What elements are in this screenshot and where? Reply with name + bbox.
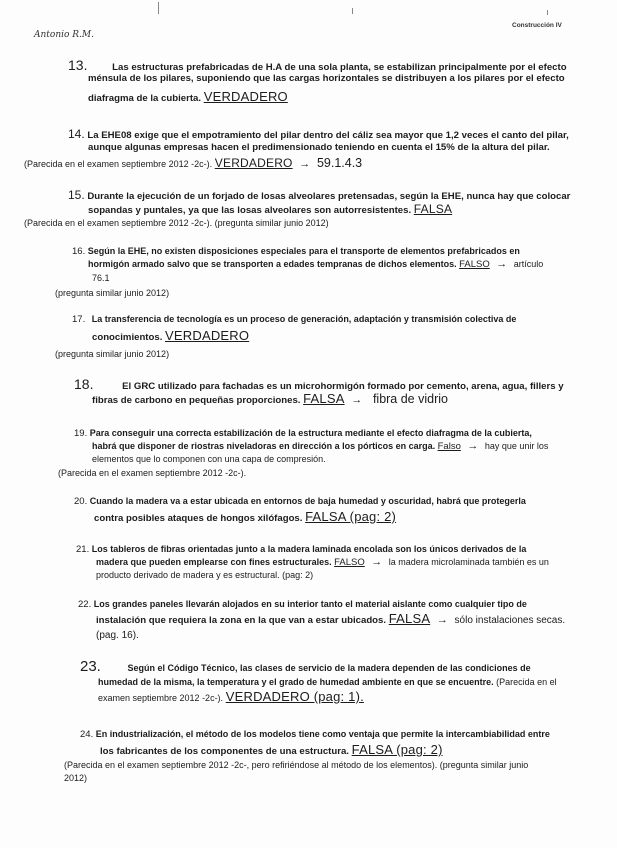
question-21-line3	[96, 568, 313, 583]
question-text: contra posibles ataques de hongos xilófagos.	[94, 513, 303, 524]
question-16-line2	[88, 257, 543, 272]
question-number: 19.	[74, 428, 88, 439]
comment-text: sólo instalaciones secas.	[454, 615, 566, 626]
question-number: 13.	[68, 57, 88, 73]
question-text: conocimientos.	[92, 332, 163, 343]
answer-text: FALSA	[388, 611, 431, 626]
question-22-line3	[96, 629, 139, 643]
question-23	[80, 660, 531, 676]
question-text: diafragma de la cubierta.	[88, 93, 202, 104]
question-text: Las estructuras prefabricadas de H.A de una sola planta, se estabilizan principalmente por el efecto	[112, 62, 567, 73]
question-number: 14.	[68, 127, 85, 141]
comment-text: la madera microlaminada también es un	[388, 557, 549, 567]
question-text: hormigón armado salvo que se transporten a edades tempranas de dichos elementos.	[88, 259, 457, 269]
question-text: Para conseguir una correcta estabilización de la estructura mediante el efecto diafragma de la cubierta,	[89, 428, 532, 438]
question-number: 20.	[74, 496, 88, 507]
question-number: 16.	[72, 246, 86, 257]
comment-text: artículo	[513, 259, 544, 269]
question-16-ref	[92, 271, 110, 286]
question-13-line3	[88, 90, 288, 106]
question-13-line2: ménsula de los pilares, suponiendo que las cargas horizontales se distribuyen a los pilares por el efecto	[88, 73, 565, 84]
question-23-line2	[98, 675, 557, 689]
answer-text: FALSO	[459, 259, 490, 270]
answer-text: Falso	[437, 441, 461, 452]
question-number: 24.	[80, 729, 94, 740]
exam-note: (Parecida en el examen septiembre 2012 -2c-).	[58, 468, 247, 478]
question-text: instalación que requiera la zona en la que van a estar ubicados.	[96, 615, 387, 626]
question-text: Los grandes paneles llevarán alojados en su interior tanto el material aislante como cualquier tipo de	[93, 599, 527, 609]
question-text: fibras de carbono en pequeñas proporciones.	[92, 395, 301, 406]
question-text: En industrialización, el método de los modelos tiene como ventaja que permite la intercambiabilidad entre	[95, 729, 550, 739]
answer-text: VERDADERO	[214, 156, 293, 170]
exam-note: (pregunta similar junio 2012)	[55, 288, 170, 298]
question-16-note	[55, 286, 169, 301]
answer-text: FALSO	[334, 557, 365, 568]
question-text: los fabricantes de los componentes de una estructura.	[100, 746, 349, 757]
scan-speck	[158, 2, 159, 14]
comment-text: hay que unir los	[484, 441, 549, 451]
answer-text: FALSA	[303, 391, 345, 406]
question-24	[80, 727, 550, 742]
exam-note: (pregunta similar junio 2012)	[55, 349, 170, 359]
question-text: humedad de la misma, la temperatura y el grado de humedad ambiente en que se encuentre.	[98, 677, 494, 687]
question-24-note-2	[64, 771, 87, 786]
exam-note: examen septiembre 2012 -2c-).	[98, 693, 224, 703]
exam-note: (Parecida en el examen septiembre 2012 -2c-).	[24, 159, 213, 169]
question-text: habrá que disponer de riostras niveladoras en dirección a los pórticos en carga.	[92, 441, 436, 451]
exam-note: (Parecida en el	[496, 677, 557, 687]
exam-note: (Parecida en el examen septiembre 2012 -2c-, pero refiriéndose al método de los elementos). (pregunta similar junio	[64, 760, 529, 770]
comment-text: elementos que lo componen con una capa de compresión.	[92, 454, 326, 464]
arrow-icon: →	[299, 158, 311, 170]
question-number: 21.	[76, 544, 90, 555]
reference-text: 76.1	[92, 273, 110, 283]
course-title: Construcción IV	[512, 22, 562, 29]
answer-text: VERDADERO	[165, 328, 250, 343]
question-text: Durante la ejecución de un forjado de losas alveolares pretensadas, según la EHE, nunca hay que colocar	[87, 191, 571, 202]
scan-speck	[547, 10, 548, 15]
question-15-note	[24, 216, 329, 231]
question-19-line3	[92, 452, 326, 467]
comment-text: fibra de vidrio	[372, 392, 448, 406]
question-24-line2	[100, 743, 443, 759]
arrow-icon: →	[371, 556, 383, 568]
question-22-line2	[96, 612, 565, 628]
question-text: Según la EHE, no existen disposiciones especiales para el transporte de elementos prefabricados en	[87, 246, 520, 256]
exam-note: 2012)	[64, 773, 88, 783]
arrow-icon: →	[436, 614, 448, 626]
scan-speck	[352, 8, 353, 14]
question-number: 17.	[72, 314, 86, 325]
question-17-line2	[92, 329, 249, 345]
arrow-icon: →	[467, 440, 479, 452]
answer-text: FALSA (pag: 2)	[351, 742, 443, 757]
question-text: Los tableros de fibras orientadas junto a la madera laminada encolada son los únicos derivados de la	[91, 544, 527, 554]
question-text: Cuando la madera va a estar ubicada en entornos de baja humedad y oscuridad, habrá que protegerla	[89, 496, 526, 506]
question-14-line2: aunque algunas empresas hacen el predimensionado teniendo en cuenta el 15% de la altura del pilar.	[88, 142, 550, 153]
question-17-note	[55, 347, 169, 362]
question-19-note	[58, 466, 246, 481]
question-text: El GRC utilizado para fachadas es un microhormigón formado por cemento, arena, agua, fillers y	[122, 381, 564, 392]
author-signature: Antonio R.M.	[34, 30, 94, 40]
question-20	[74, 494, 526, 509]
answer-text: FALSA (pag: 2)	[305, 509, 397, 524]
answer-text: VERDADERO (pag: 1).	[225, 689, 364, 704]
comment-text: (pag. 16).	[96, 630, 139, 641]
question-number: 18.	[74, 376, 94, 392]
reference-text: 59.1.4.3	[316, 156, 363, 170]
exam-note: (Parecida en el examen septiembre 2012 -2c-). (pregunta similar junio 2012)	[24, 218, 329, 228]
comment-text: producto derivado de madera y es estructural. (pag: 2)	[96, 570, 314, 580]
question-number: 15.	[68, 188, 85, 202]
arrow-icon: →	[496, 258, 508, 270]
question-20-line2	[94, 510, 396, 526]
question-text: sopandas y puntales, ya que las losas alveolares son autorresistentes.	[88, 205, 412, 216]
question-23-line3	[98, 690, 364, 706]
question-14-note	[24, 156, 362, 172]
question-text: madera que pueden emplearse con fines estructurales.	[96, 557, 332, 567]
arrow-icon: →	[351, 394, 363, 406]
question-17	[72, 312, 516, 327]
question-text: La transferencia de tecnología es un proceso de generación, adaptación y transmisión colectiva de	[91, 314, 517, 324]
question-24-note	[64, 758, 528, 773]
question-text: La EHE08 exige que el empotramiento del pilar dentro del cáliz sea mayor que 1,2 veces el canto del pilar,	[87, 130, 569, 141]
answer-text: FALSA	[413, 202, 453, 216]
question-number: 22.	[78, 599, 92, 610]
question-text: Según el Código Técnico, las clases de servicio de la madera dependen de las condiciones de	[127, 663, 531, 673]
question-18-line2	[92, 392, 448, 408]
question-22	[78, 597, 527, 612]
question-number: 23.	[80, 658, 101, 675]
answer-text: VERDADERO	[203, 89, 288, 104]
